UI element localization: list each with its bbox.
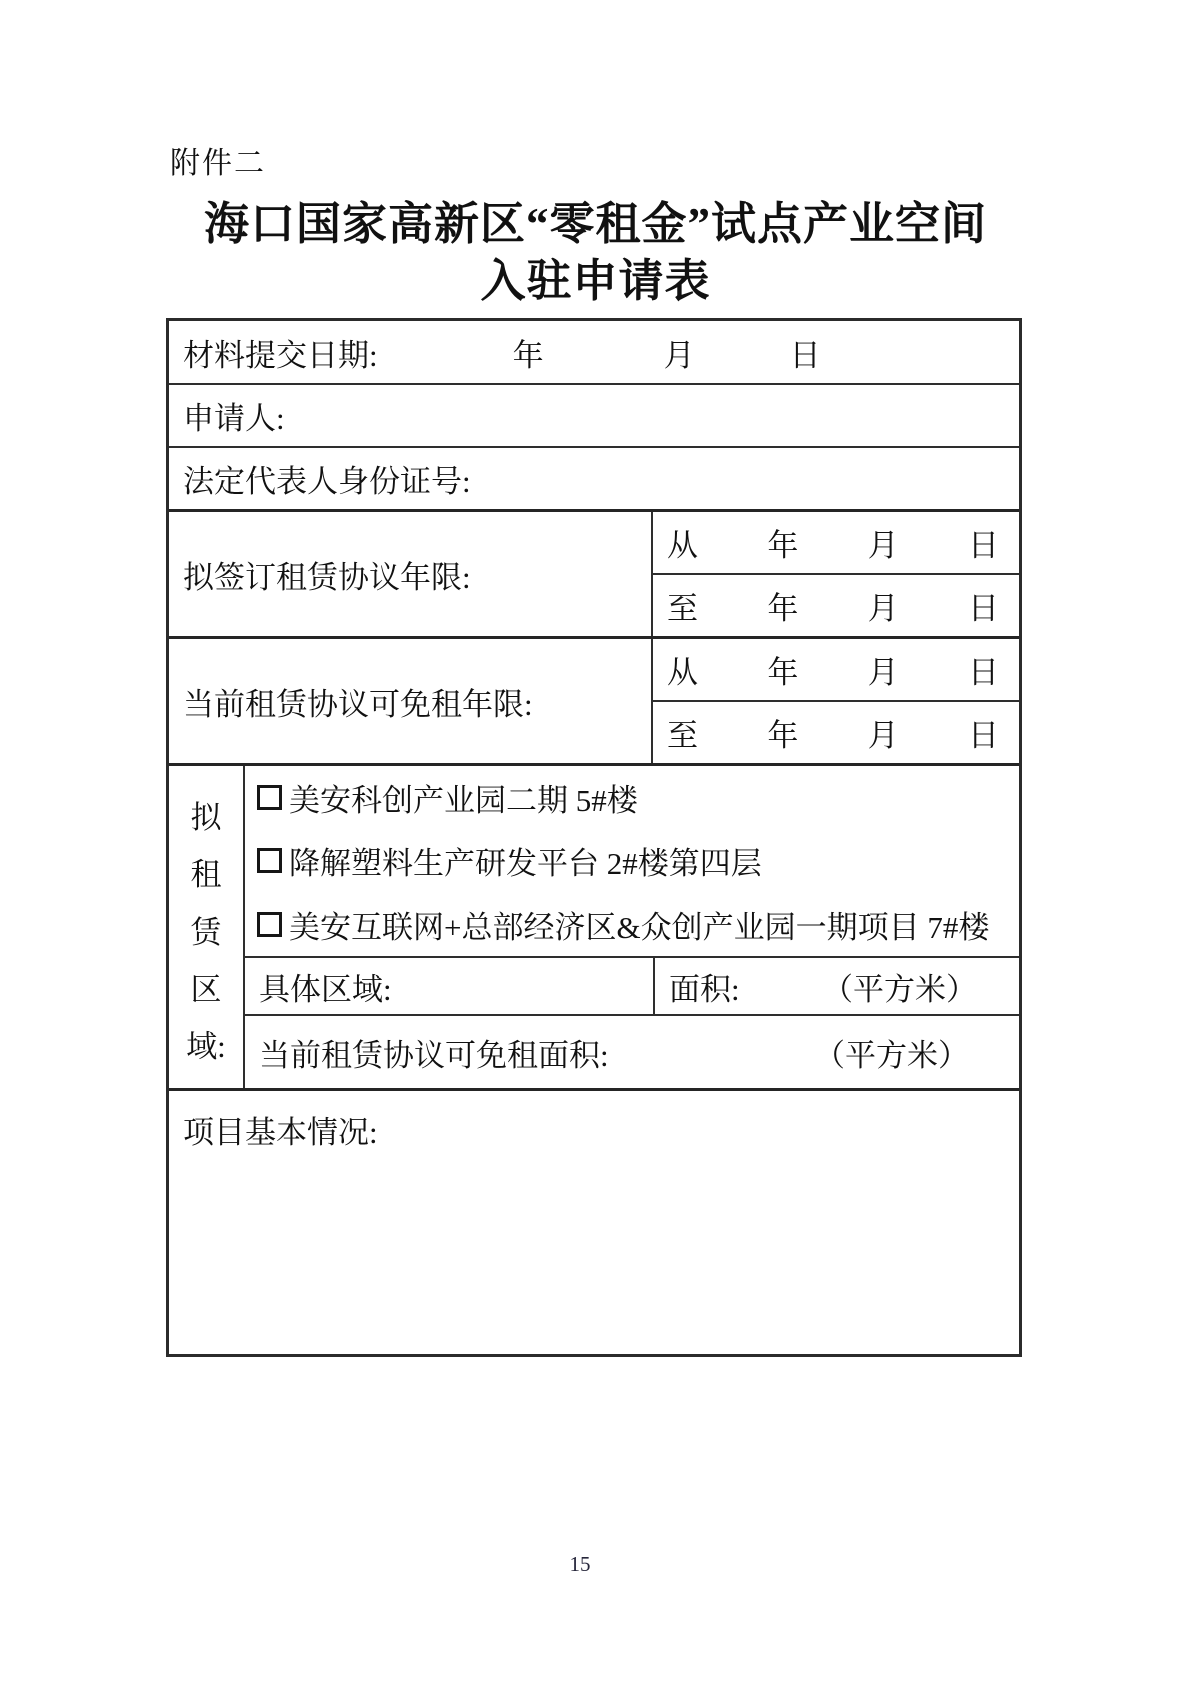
vertical-label-char: 域: <box>186 1029 226 1064</box>
area-cell <box>653 958 1019 1014</box>
submit-date-month-label: 月 <box>663 337 695 373</box>
area-unit-label: （平方米） <box>822 971 977 1007</box>
to-label: 至 <box>667 718 698 753</box>
checkbox-icon[interactable] <box>257 912 282 937</box>
rent-free-term-label: 当前租赁协议可免租年限: <box>183 686 533 722</box>
submit-date-year-label: 年 <box>512 337 544 373</box>
month-label: 月 <box>867 528 899 563</box>
month-label: 月 <box>867 718 899 753</box>
lease-term-to-line <box>653 573 1019 636</box>
option-label: 降解塑料生产研发平台 2#楼第四层 <box>289 846 762 882</box>
lease-term-row <box>169 509 1019 636</box>
rent-free-term-row <box>169 636 1019 763</box>
option-label: 美安互联网+总部经济区&众创产业园一期项目 7#楼 <box>289 909 990 945</box>
applicant-label: 申请人: <box>183 401 285 436</box>
lease-area-option-3 <box>257 902 1019 947</box>
page-number: 15 <box>569 1552 591 1576</box>
rent-free-area-label: 当前租赁协议可免租面积: <box>259 1037 609 1073</box>
to-label: 至 <box>667 591 698 626</box>
submit-date-row <box>169 321 1019 383</box>
day-label: 日 <box>967 718 999 753</box>
area-label: 面积: <box>669 971 740 1007</box>
vertical-label-char: 拟 <box>190 800 222 835</box>
vertical-label-char: 租 <box>190 857 222 893</box>
from-label: 从 <box>667 528 698 563</box>
checkbox-icon[interactable] <box>257 848 282 873</box>
day-label: 日 <box>967 528 999 563</box>
rent-free-term-label-cell <box>169 639 651 763</box>
lease-area-option-2 <box>257 838 1019 883</box>
project-info-row <box>169 1088 1019 1354</box>
year-label: 年 <box>767 655 799 690</box>
project-info-label: 项目基本情况: <box>183 1115 378 1150</box>
rent-free-area-unit-label: （平方米） <box>814 1037 969 1073</box>
lease-area-option-1 <box>257 775 1019 820</box>
lease-area-options <box>245 766 1019 956</box>
attachment-label: 附件二 <box>170 147 266 180</box>
legal-rep-id-label: 法定代表人身份证号: <box>183 464 471 499</box>
lease-area-vertical-label <box>169 766 243 1088</box>
year-label: 年 <box>767 528 799 563</box>
rent-free-term-dates <box>651 639 1019 763</box>
applicant-row <box>169 383 1019 446</box>
option-label: 美安科创产业园二期 5#楼 <box>289 783 638 819</box>
lease-term-label-cell <box>169 512 651 636</box>
month-label: 月 <box>867 655 899 690</box>
day-label: 日 <box>967 655 999 690</box>
page-title-line2: 入驻申请表 <box>480 256 711 306</box>
lease-term-from-line <box>653 512 1019 573</box>
rent-free-to-line <box>653 700 1019 763</box>
lease-area-content <box>243 766 1019 1088</box>
specific-area-row <box>245 956 1019 1014</box>
year-label: 年 <box>767 591 799 626</box>
page-title-line1: 海口国家高新区“零租金”试点产业空间 <box>203 199 987 249</box>
specific-area-label: 具体区域: <box>259 971 392 1007</box>
rent-free-area-row <box>245 1014 1019 1088</box>
application-form-table <box>166 318 1022 1357</box>
lease-term-label: 拟签订租赁协议年限: <box>183 559 471 595</box>
from-label: 从 <box>667 655 698 690</box>
specific-area-label-cell <box>245 958 653 1014</box>
month-label: 月 <box>867 591 899 626</box>
lease-term-dates <box>651 512 1019 636</box>
lease-area-section <box>169 763 1019 1088</box>
rent-free-from-line <box>653 639 1019 700</box>
year-label: 年 <box>767 718 799 753</box>
legal-rep-id-row <box>169 446 1019 509</box>
vertical-label-char: 赁 <box>190 914 222 950</box>
submit-date-label: 材料提交日期: <box>183 337 378 373</box>
checkbox-icon[interactable] <box>257 785 282 810</box>
submit-date-day-label: 日 <box>789 337 821 373</box>
page-title <box>0 196 1191 310</box>
day-label: 日 <box>967 591 999 626</box>
vertical-label-char: 区 <box>190 971 222 1007</box>
